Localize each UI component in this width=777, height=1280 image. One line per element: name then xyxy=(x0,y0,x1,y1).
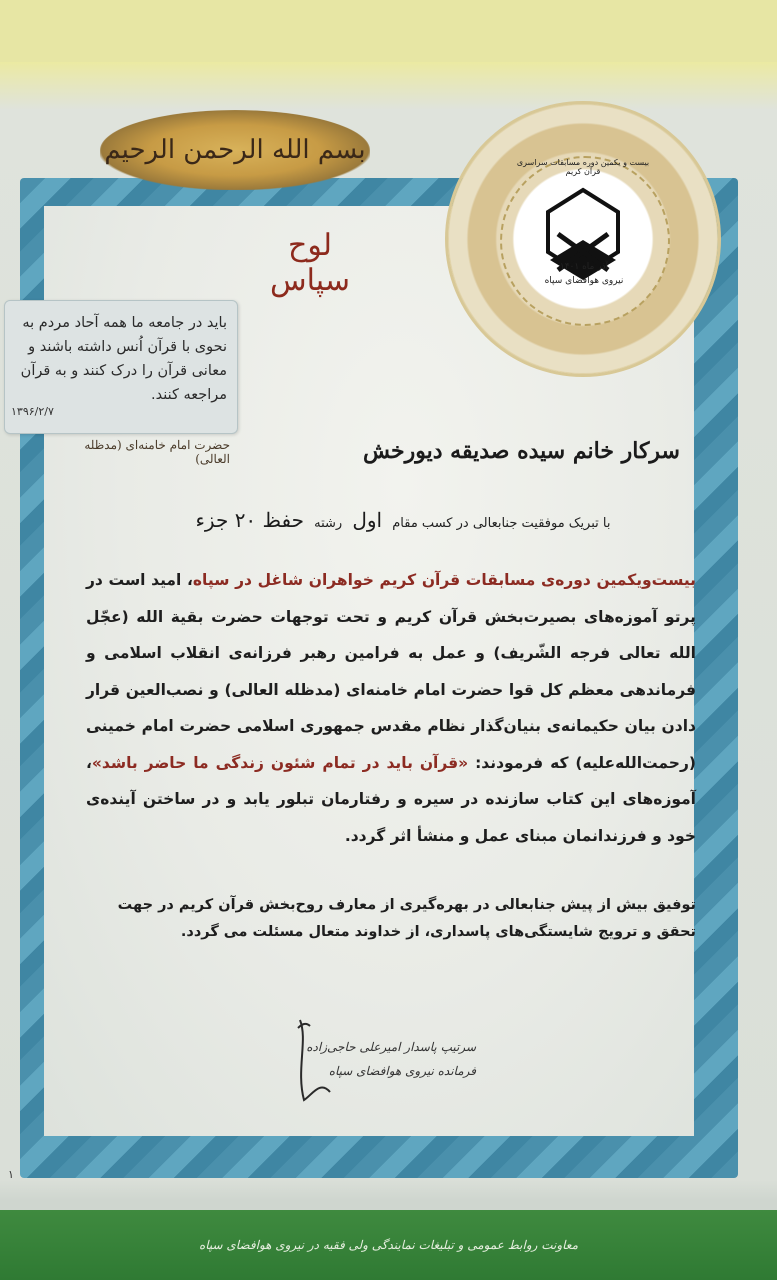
body-text-1: ، امید است در پرتو آموزه‌های بصیرت‌بخش قرآن کریم و تحت توجهات حضرت بقیة الله (عجّل الله تعالی فرجه الشّریف) و عمل به فرامین رهبر فرزانه‌ی انقلاب اسلامی و فرماندهی معظم کل قوا حضرت امام خامنه‌ای (مدظله العالی) و نصب‌العین قرار دادن بیان حکیمانه‌ی بنیان‌گذار نظام مقدس جمهوری اسلامی حضرت امام خمینی (رحمت‌الله‌علیه) که فرمودند: xyxy=(86,571,696,772)
certificate-body-text xyxy=(86,562,696,854)
top-band xyxy=(0,0,777,62)
bismillah-header xyxy=(100,110,370,190)
medallion-ring-text: بیست و یکمین دوره مسابقات سراسری قرآن کریم xyxy=(516,158,650,176)
body-text-2: ، آموزه‌های این کتاب سازنده در سیره و رفتارمان تبلور یابد و در ساختن آینده‌ی خود و فرزندانمان مبنای عمل و منشأ اثر گردد. xyxy=(86,753,696,845)
body-highlight: بیست‌ویکمین دوره‌ی مسابقات قرآن کریم خواهران شاغل در سپاه xyxy=(192,571,696,589)
leader-quote-box xyxy=(4,300,238,434)
quote-date: ۱۳۹۶/۲/۷ xyxy=(11,405,54,418)
footer-band xyxy=(0,1210,777,1280)
signature-name: سرتیپ پاسدار امیرعلی حاجی‌زاده xyxy=(306,1040,476,1054)
congratulation-line xyxy=(120,508,680,532)
quote-text: باید در جامعه ما همه آحاد مردم به نحوی با قرآن اُنس داشته باشند و معانی قرآن را درک کنند و به قرآن مراجعه کنند. xyxy=(20,315,227,403)
certificate-title: لوح سپاس xyxy=(270,228,350,298)
quote-author: حضرت امام خامنه‌ای (مدظله العالی) xyxy=(84,438,230,466)
congrats-rank: اول xyxy=(352,508,383,532)
competition-medallion xyxy=(448,104,718,374)
congrats-field-label: رشته xyxy=(314,516,343,531)
medallion-org: نیروی هوافضای سپاه xyxy=(544,276,624,286)
congrats-field: حفظ ۲۰ جزء xyxy=(195,508,304,532)
medallion-date: آذر ماه ۱۴۰۱ xyxy=(559,262,609,272)
bismillah-text: بسم الله الرحمن الرحیم xyxy=(104,135,366,165)
signature-icon xyxy=(290,1000,370,1110)
footer-text: معاونت روابط عمومی و تبلیغات نمایندگی ولی فقیه در نیروی هوافضای سپاه xyxy=(198,1238,579,1252)
closing-text: توفیق بیش از پیش جنابعالی در بهره‌گیری از معارف روح‌بخش قرآن کریم در جهت تحقق و ترویج شایستگی‌های پاسداری، از خداوند متعال مسئلت می گردد. xyxy=(117,897,696,940)
signature-block xyxy=(290,1000,480,1110)
page-number: ۱ xyxy=(8,1168,14,1181)
congrats-prefix: با تبریک موفقیت جنابعالی در کسب مقام xyxy=(392,516,611,531)
recipient-name: سرکار خانم سیده صدیقه دیورخش xyxy=(362,438,680,464)
body-quote: «قرآن باید در تمام شئون زندگی ما حاضر باشد» xyxy=(91,753,469,772)
signature-title: فرمانده نیروی هوافضای سپاه xyxy=(328,1064,476,1078)
